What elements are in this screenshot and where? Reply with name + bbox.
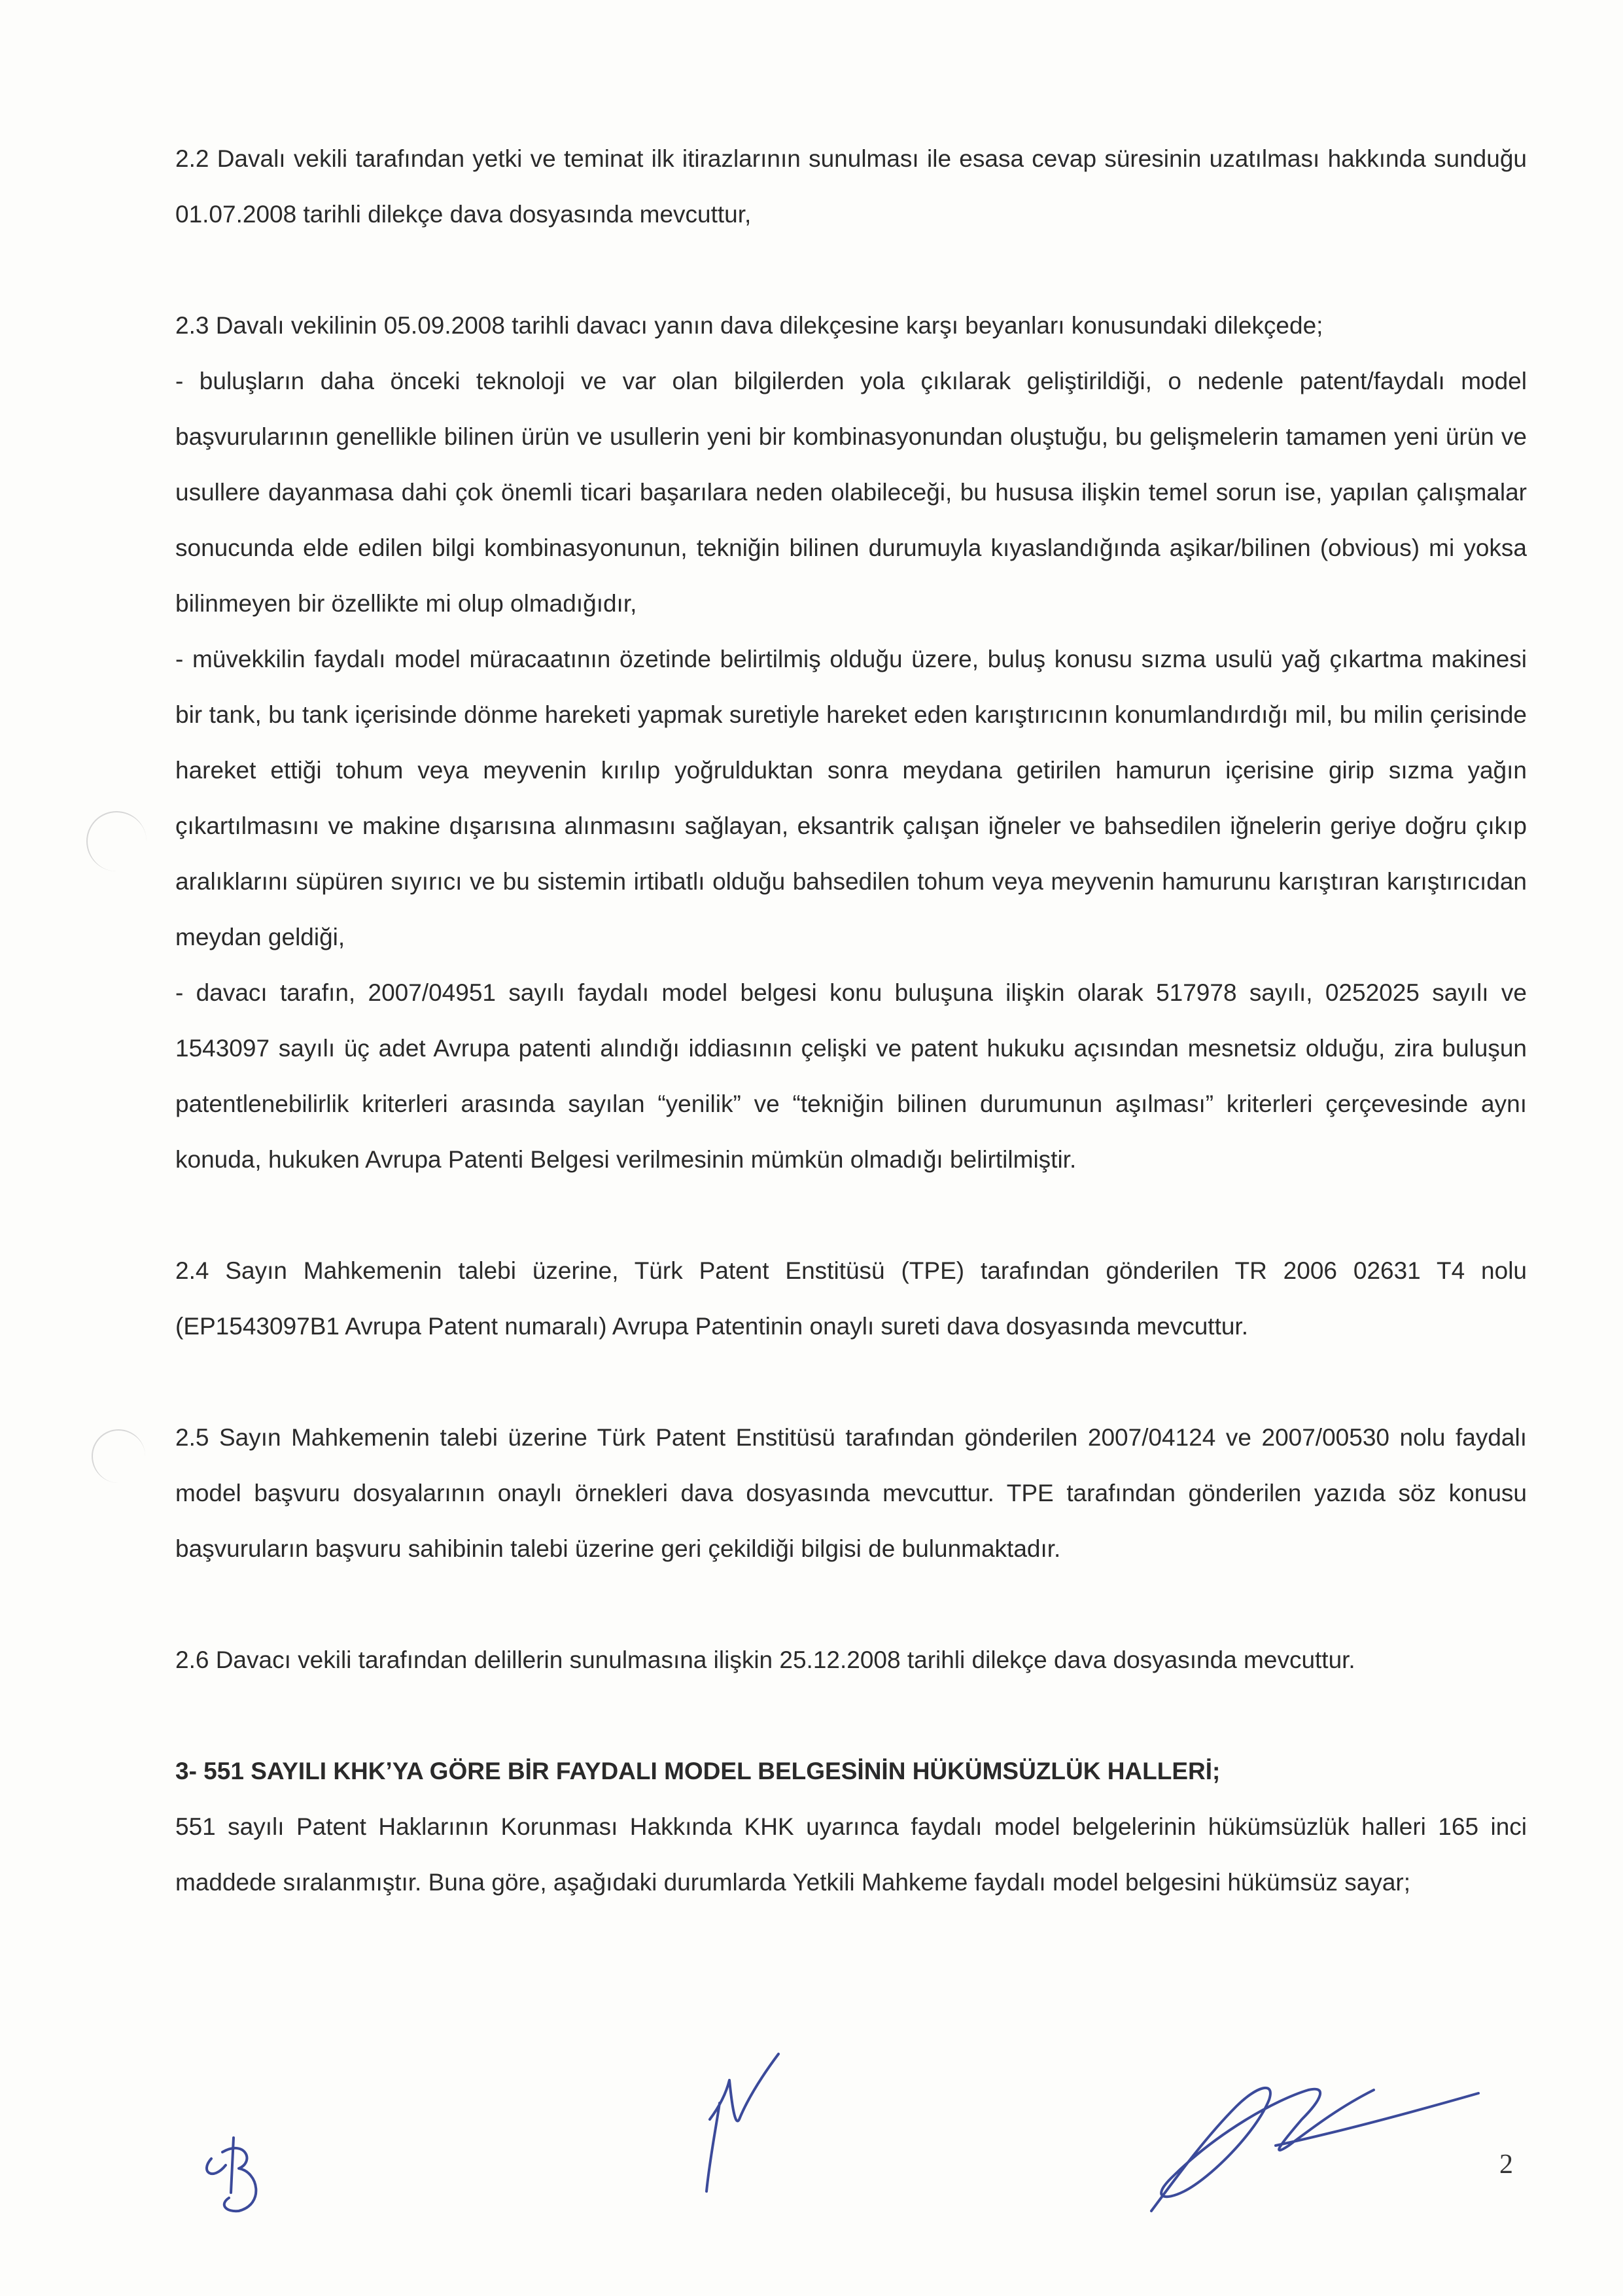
paragraph-gap — [175, 1187, 1527, 1243]
paragraph-2-3-bullet-3: - davacı tarafın, 2007/04951 sayılı faydalı model belgesi konu buluşuna ilişkin olarak 517978 sayılı, 0252025 sayılı ve 1543097 sayılı üç adet Avrupa patenti alındığı iddiasının çelişki ve patent hukuku açısından mesnetsiz olduğu, zira buluşun patentlenebilirlik kriterleri arasında sayılan “yenilik” ve “tekniğin bilinen durumunun aşılması” kriterleri çerçevesinde aynı konuda, hukuken Avrupa Patenti Belgesi verilmesinin mümkün olmadığı belirtilmiştir. — [175, 979, 1527, 1173]
paragraph-gap — [175, 1354, 1527, 1410]
paragraph-2-5: 2.5 Sayın Mahkemenin talebi üzerine Türk Patent Enstitüsü tarafından gönderilen 2007/04124 ve 2007/00530 nolu faydalı model başvuru dosyalarının onaylı örnekleri dava dosyasında mevcuttur. TPE tarafından gönderilen yazıda söz konusu başvuruların başvuru sahibinin talebi üzerine geri çekildiği bilgisi de bulunmaktadır. — [175, 1424, 1527, 1562]
paragraph-gap — [175, 1688, 1527, 1743]
document-body — [175, 131, 1527, 1910]
paragraph-gap — [175, 1576, 1527, 1632]
scan-artifact-middle — [92, 1429, 145, 1483]
paragraph-gap — [175, 242, 1527, 298]
paragraph-2-4: 2.4 Sayın Mahkemenin talebi üzerine, Türk Patent Enstitüsü (TPE) tarafından gönderilen TR 2006 02631 T4 nolu (EP1543097B1 Avrupa Patent numaralı) Avrupa Patentinin onaylı sureti dava dosyasında mevcuttur. — [175, 1257, 1527, 1340]
signature-middle — [680, 2041, 811, 2204]
paragraph-2-2: 2.2 Davalı vekili tarafından yetki ve teminat ilk itirazlarının sunulması ile esasa cevap süresinin uzatılması hakkında sunduğu 01.07.2008 tarihli dilekçe dava dosyasında mevcuttur, — [175, 145, 1527, 228]
signature-left — [193, 2113, 324, 2224]
signature-right — [1125, 2054, 1492, 2224]
paragraph-2-3-bullet-1: - buluşların daha önceki teknoloji ve var olan bilgilerden yola çıkılarak geliştirildiği, o nedenle patent/faydalı model başvurularının genellikle bilinen ürün ve usullerin yeni bir kombinasyonundan oluştuğu, bu gelişmelerin tamamen yeni ürün ve usullere dayanmasa dahi çok önemli ticari başarılara neden olabileceği, bu hususa ilişkin temel sorun ise, yapılan çalışmalar sonucunda elde edilen bilgi kombinasyonunun, tekniğin bilinen durumuyla kıyaslandığında aşikar/bilinen (obvious) mi yoksa bilinmeyen bir özellikte mi olup olmadığıdır, — [175, 368, 1527, 617]
paragraph-2-3-bullet-2: - müvekkilin faydalı model müracaatının özetinde belirtilmiş olduğu üzere, buluş konusu sızma usulü yağ çıkartma makinesi bir tank, bu tank içerisinde dönme hareketi yapmak suretiyle hareket eden karıştırıcının konumlandırdığı mil, bu milin çerisinde hareket ettiği tohum veya meyvenin kırılıp yoğrulduktan sonra meydana getirilen hamurun içerisine girip sızma yağın çıkartılmasını ve makine dışarısına alınmasını sağlayan, eksantrik çalışan iğneler ve bahsedilen iğnelerin geriye doğru çıkıp aralıklarını süpüren sıyırıcı ve bu sistemin irtibatlı olduğu bahsedilen tohum veya meyvenin hamurunu karıştıran karıştırıcıdan meydan geldiği, — [175, 646, 1527, 950]
page-number: 2 — [1499, 2149, 1513, 2180]
scan-artifact-top — [86, 811, 147, 871]
section-3-heading: 3- 551 SAYILI KHK’YA GÖRE BİR FAYDALI MODEL BELGESİNİN HÜKÜMSÜZLÜK HALLERİ; — [175, 1758, 1221, 1784]
section-3-body: 551 sayılı Patent Haklarının Korunması Hakkında KHK uyarınca faydalı model belgelerinin hükümsüzlük halleri 165 inci maddede sıralanmıştır. Buna göre, aşağıdaki durumlarda Yetkili Mahkeme faydalı model belgesini hükümsüz sayar; — [175, 1813, 1527, 1896]
paragraph-2-3-intro: 2.3 Davalı vekilinin 05.09.2008 tarihli davacı yanın dava dilekçesine karşı beyanları konusundaki dilekçede; — [175, 312, 1323, 339]
paragraph-2-6: 2.6 Davacı vekili tarafından delillerin sunulmasına ilişkin 25.12.2008 tarihli dilekçe dava dosyasında mevcuttur. — [175, 1646, 1355, 1673]
